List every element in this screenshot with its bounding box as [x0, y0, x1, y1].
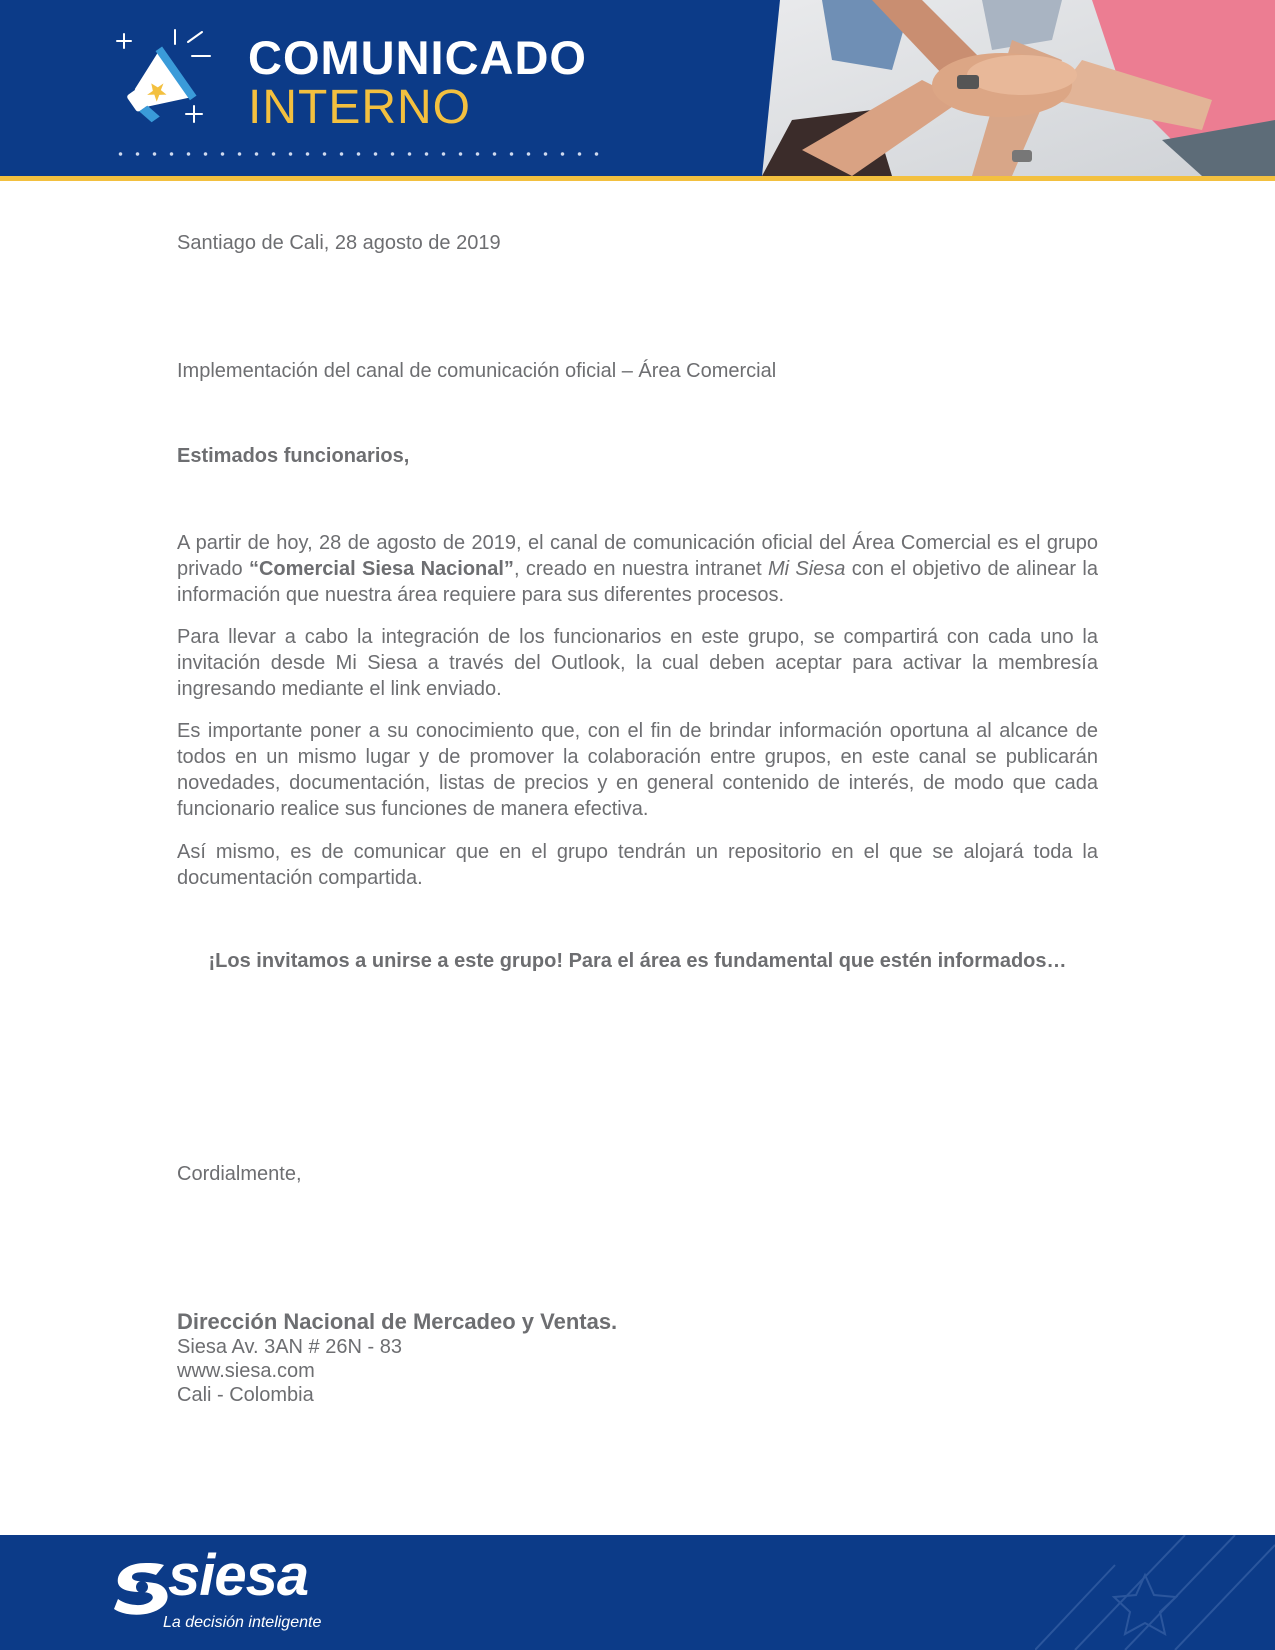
siesa-logo-text: siesa [168, 1543, 309, 1608]
paragraph-2: Para llevar a cabo la integración de los funcionarios en este grupo, se compartirá con cada uno la invitación desde Mi Siesa a través del Outlook, la cual deben aceptar para activar la membresía ingresando mediante el link enviado. [177, 626, 1098, 700]
signature-name: Dirección Nacional de Mercadeo y Ventas. [177, 1309, 618, 1334]
siesa-tagline: La decisión inteligente [163, 1614, 322, 1631]
header-title-line2: INTERNO [248, 81, 471, 134]
paragraph-1-text: con el objetivo de alinear la información que nuestra área requiere para sus diferentes procesos. [177, 558, 1098, 606]
team-hands-photo [762, 0, 1275, 176]
star-outline-icon [1035, 1535, 1275, 1650]
signature-address: Siesa Av. 3AN # 26N - 83 [177, 1336, 402, 1358]
paragraph-1-text: , creado en nuestra intranet [513, 558, 768, 580]
letter-subject: Implementación del canal de comunicación oficial – Área Comercial [177, 360, 777, 382]
siesa-logo-mark [112, 1559, 176, 1617]
paragraph-1-text: A partir de hoy, 28 de agosto de 2019, el canal de comunicación oficial del Área Comercial es el grupo privado [177, 532, 1098, 580]
header-gold-line [0, 176, 1275, 181]
footer-banner [0, 1535, 1275, 1650]
signature-website: www.siesa.com [177, 1360, 315, 1382]
megaphone-icon [108, 26, 218, 136]
header-dots-divider [112, 151, 602, 157]
intranet-name: Mi Siesa [767, 558, 846, 580]
paragraph-4: Así mismo, es de comunicar que en el grupo tendrán un repositorio en el que se alojará toda la documentación compartida. [177, 841, 1098, 889]
signature-city: Cali - Colombia [177, 1384, 314, 1406]
paragraph-1 [177, 530, 1098, 608]
header-banner [0, 0, 1275, 178]
group-name: “Comercial Siesa Nacional” [248, 558, 514, 580]
place-date: Santiago de Cali, 28 agosto de 2019 [177, 232, 501, 254]
letter-closing: Cordialmente, [177, 1163, 302, 1185]
header-title-line1: COMUNICADO [248, 31, 587, 84]
letter-greeting: Estimados funcionarios, [177, 445, 410, 467]
invitation-line: ¡Los invitamos a unirse a este grupo! Para el área es fundamental que estén informados… [208, 950, 1067, 972]
paragraph-3: Es importante poner a su conocimiento que, con el fin de brindar información oportuna al alcance de todos en un mismo lugar y de promover la colaboración entre grupos, en este canal se publicarán novedades, documentación, listas de precios y en general contenido de interés, de modo que cada funcionario realice sus funciones de manera efectiva. [177, 720, 1098, 820]
